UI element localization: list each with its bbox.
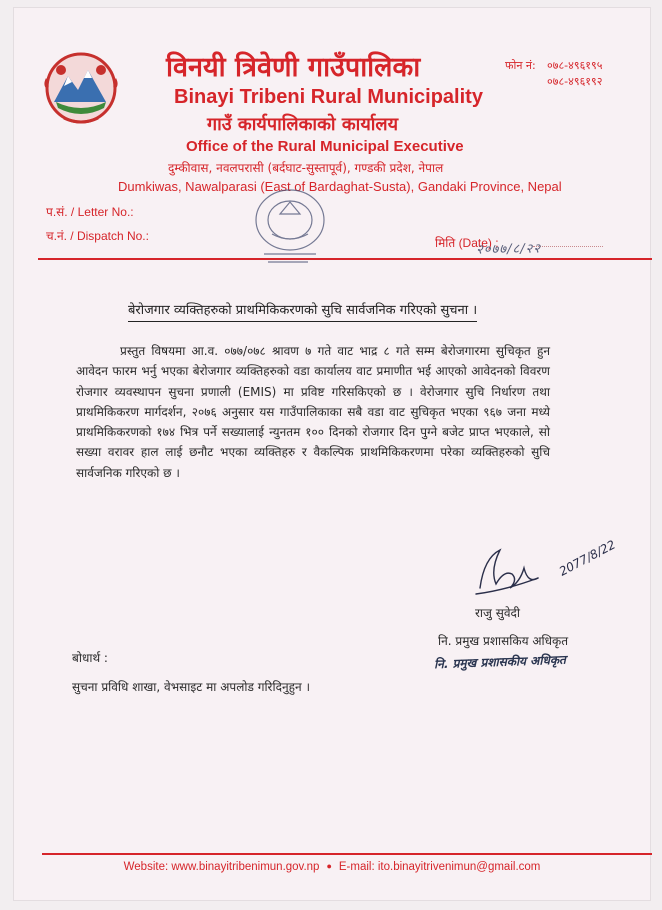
cc-label: बोधार्थ :: [72, 651, 108, 665]
signatory-title: नि. प्रमुख प्रशासकिय अधिकृत: [438, 634, 569, 648]
letter-page: [14, 8, 650, 900]
municipality-name-np: विनयी त्रिवेणी गाउँपालिका: [166, 52, 421, 83]
phone-block: [505, 58, 602, 90]
phone-label: फोन नं:: [505, 59, 536, 72]
date-dotted-line: [533, 246, 603, 247]
date-label: मिति (Date) :: [435, 236, 499, 250]
footer-divider: [42, 853, 652, 855]
dispatch-no-field: च.नं. / Dispatch No.:: [46, 229, 149, 243]
date-value: २०७७/८/२२: [475, 241, 542, 258]
notice-subject: बेरोजगार व्यक्तिहरुको प्राथमिकिकरणको सुचि सार्वजनिक गरिएको सुचना ।: [128, 300, 477, 322]
handwritten-signature: [470, 526, 630, 606]
footer-website: Website: www.binayitribenimun.gov.np: [123, 861, 320, 873]
footer-email: E-mail: ito.binayitrivenimun@gmail.com: [338, 861, 541, 873]
phone-number-1: ०७८-४९६१९५: [547, 59, 603, 72]
address-np: दुम्कीवास, नवलपरासी (बर्दघाट-सुस्तापूर्व), गण्डकी प्रदेश, नेपाल: [168, 161, 444, 175]
address-en: Dumkiwas, Nawalparasi (East of Bardaghat-Susta), Gandaki Province, Nepal: [118, 179, 562, 194]
cc-text: सुचना प्रविधि शाखा, वेभसाइट मा अपलोड गरिदिनुहुन ।: [72, 680, 310, 694]
notice-body: प्रस्तुत विषयमा आ.व. ०७७/०७८ श्रावण ७ गते वाट भाद्र ८ गते सम्म बेरोजगारमा सुचिकृत हुन आवेदन फारम भर्नु भएका बेरोजगार व्यक्तिहरुको वडा कार्यालय वाट प्रमाणीत भई आएको आवेदनको विवरण रोजगार व्यवस्थापन सुचना प्रणाली (EMIS) मा प्रविष्ट गरिसकिएको छ । वेरोजगार सुचि निर्धारण तथा प्राथमिकिकरण मार्गदर्शन, २०७६ अनुसार यस गाउँपालिकाका सबै वडा वाट सुचिकृत भएका ९६७ जना मध्ये प्राथमिकिकरणको १७४ भित्र पर्ने सख्यालाई न्युनतम १०० दिनको रोजगार दिन पुग्ने बजेट प्राप्त भएकाले, सो सख्या वरावर हाल लाई छनौट भएका व्यक्तिहरु र वैकल्पिक प्राथमिकिकरणमा परेका व्यक्तिहरुको सुचि सार्वजनिक गरिएको छ ।: [76, 344, 550, 480]
office-name-en: Office of the Rural Municipal Executive: [186, 138, 464, 155]
office-name-np: गाउँ कार्यपालिकाको कार्यालय: [207, 114, 399, 135]
header-divider: [38, 258, 652, 260]
phone-number-2: ०७८-४९६१९२: [547, 75, 603, 88]
handwritten-date: 2077/8/22: [556, 537, 618, 579]
bullet-icon: ●: [326, 861, 332, 871]
letter-no-field: प.सं. / Letter No.:: [46, 205, 134, 219]
signatory-stamp: नि. प्रमुख प्रशासकीय अधिकृत: [433, 652, 567, 672]
nepal-emblem-logo: [34, 46, 128, 126]
municipality-name-en: Binayi Tribeni Rural Municipality: [174, 86, 483, 108]
signatory-name: राजु सुवेदी: [475, 606, 520, 620]
footer: [14, 861, 650, 873]
